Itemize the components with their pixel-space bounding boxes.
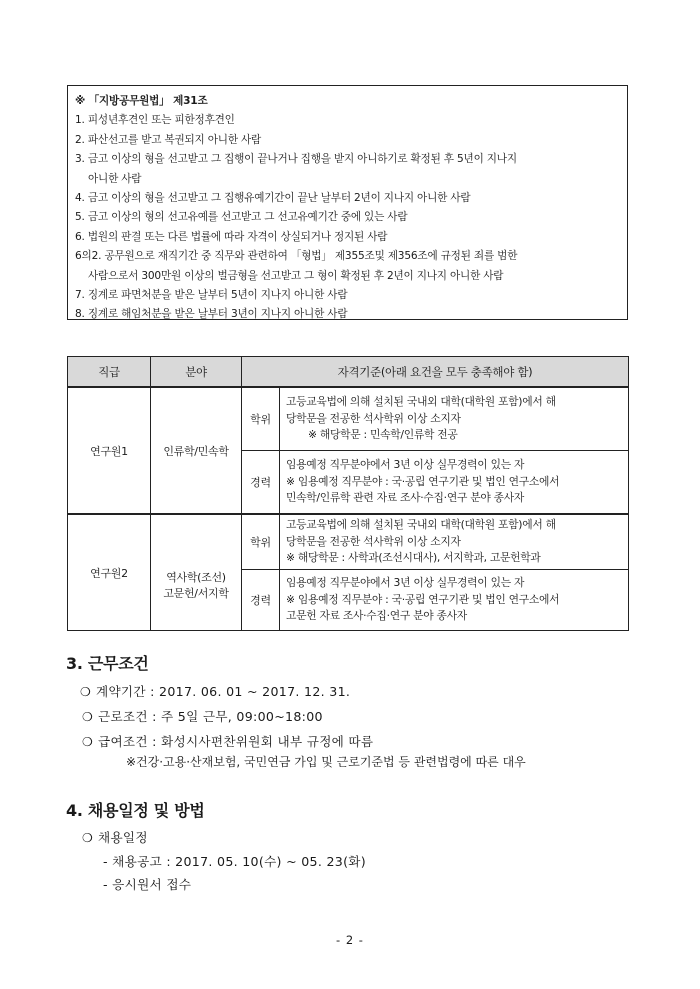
field-line: 역사학(조선): [166, 570, 226, 584]
law-item: 4. 금고 이상의 형을 선고받고 그 집행유예기간이 끝난 날부터 2년이 지나지 아니한 사람: [75, 192, 471, 205]
law-item: 2. 파산선고를 받고 복권되지 아니한 사람: [75, 133, 262, 146]
criteria-line: 임용예정 직무분야에서 3년 이상 실무경력이 있는 자: [286, 576, 525, 590]
item-text: 채용일정: [98, 830, 148, 845]
criteria-line: ※ 임용예정 직무분야 : 국·공립 연구기관 및 법인 연구소에서: [286, 474, 560, 488]
law-item-continued: 사람으로서 300만원 이상의 벌금형을 선고받고 그 형이 확정된 후 2년이 지나지 아니한 사람: [88, 269, 504, 282]
section-4-sub-item: - 채용공고 : 2017. 05. 10(수) ~ 05. 23(화): [103, 854, 366, 869]
law-item: 6. 법원의 판결 또는 다른 법률에 따라 자격이 상실되거나 정지된 사람: [75, 230, 388, 243]
field-cell: [151, 514, 242, 631]
criteria-line: 당학문을 전공한 석사학위 이상 소지자: [286, 534, 461, 548]
criteria-line: 임용예정 직무분야에서 3년 이상 실무경력이 있는 자: [286, 458, 525, 472]
degree-criteria: [280, 387, 629, 451]
career-label: 경력: [242, 570, 280, 631]
grade-cell: 연구원1: [68, 387, 151, 514]
career-label: 경력: [242, 451, 280, 515]
circle-bullet-icon: ❍: [82, 831, 94, 845]
field-line: 고문헌/서지학: [163, 586, 229, 600]
criteria-line: 민속학/인류학 관련 자료 조사·수집·연구 분야 종사자: [286, 491, 524, 505]
section-3-item: [82, 731, 373, 750]
criteria-note: ※ 해당학문 : 사학과(조선시대사), 서지학과, 고문헌학과: [286, 551, 541, 565]
section-4-item: [82, 827, 148, 846]
law-item: 5. 금고 이상의 형의 선고유예를 선고받고 그 선고유예기간 중에 있는 사람: [75, 211, 408, 224]
law-item: 7. 징계로 파면처분을 받은 날부터 5년이 지나지 아니한 사람: [75, 289, 348, 302]
law-heading: ※ 「지방공무원법」 제31조: [75, 95, 208, 107]
degree-criteria: [280, 514, 629, 570]
qualification-table: [67, 356, 629, 631]
section-4-sub-item: - 응시원서 접수: [103, 877, 192, 892]
header-field: 분야: [151, 357, 242, 388]
circle-bullet-icon: ❍: [80, 685, 92, 699]
criteria-line: 고문헌 자료 조사·수집·연구 분야 종사자: [286, 609, 467, 623]
criteria-line: 고등교육법에 의해 설치된 국내외 대학(대학원 포함)에서 해: [286, 395, 556, 409]
law-item: 8. 징계로 해임처분을 받은 날부터 3년이 지나지 아니한 사람: [75, 308, 348, 321]
degree-label: 학위: [242, 387, 280, 451]
law-item: 1. 피성년후견인 또는 피한정후견인: [75, 114, 235, 127]
table-header-row: [68, 357, 629, 388]
criteria-line: 고등교육법에 의해 설치된 국내외 대학(대학원 포함)에서 해: [286, 518, 556, 532]
criteria-line: ※ 임용예정 직무분야 : 국·공립 연구기관 및 법인 연구소에서: [286, 592, 560, 606]
circle-bullet-icon: ❍: [82, 735, 94, 749]
career-criteria: [280, 570, 629, 631]
law-excerpt-box: [67, 85, 628, 320]
degree-label: 학위: [242, 514, 280, 570]
grade-cell: 연구원2: [68, 514, 151, 631]
item-text: 계약기간 : 2017. 06. 01 ~ 2017. 12. 31.: [96, 684, 351, 699]
field-cell: 인류학/민속학: [151, 387, 242, 514]
section-4-title: 4. 채용일정 및 방법: [66, 801, 205, 820]
table-row: [68, 514, 629, 570]
item-text: 근로조건 : 주 5일 근무, 09:00~18:00: [98, 709, 323, 724]
law-item: 6의2. 공무원으로 재직기간 중 직무와 관련하여 「형법」 제355조및 제356조에 규정된 죄를 범한: [75, 250, 518, 263]
header-grade: 직급: [68, 357, 151, 388]
header-criteria: 자격기준(아래 요건을 모두 충족해야 함): [242, 357, 629, 388]
item-text: 급여조건 : 화성시사편찬위원회 내부 규정에 따름: [98, 734, 374, 749]
law-item-continued: 아니한 사람: [88, 172, 142, 185]
criteria-line: 당학문을 전공한 석사학위 이상 소지자: [286, 411, 461, 425]
section-3-item: [82, 706, 323, 725]
circle-bullet-icon: ❍: [82, 710, 94, 724]
table-row: [68, 387, 629, 451]
law-item: 3. 금고 이상의 형을 선고받고 그 집행이 끝나거나 집행을 받지 아니하기로 확정된 후 5년이 지나지: [75, 153, 517, 166]
section-3-note: ※건강·고용·산재보험, 국민연금 가입 및 근로기준법 등 관련법령에 따른 대우: [126, 755, 526, 769]
criteria-note: ※ 해당학문 : 민속학/인류학 전공: [308, 428, 458, 442]
section-3-title: 3. 근무조건: [66, 654, 149, 673]
page-number: - 2 -: [336, 933, 364, 947]
career-criteria: [280, 451, 629, 515]
section-3-item: [80, 681, 350, 700]
